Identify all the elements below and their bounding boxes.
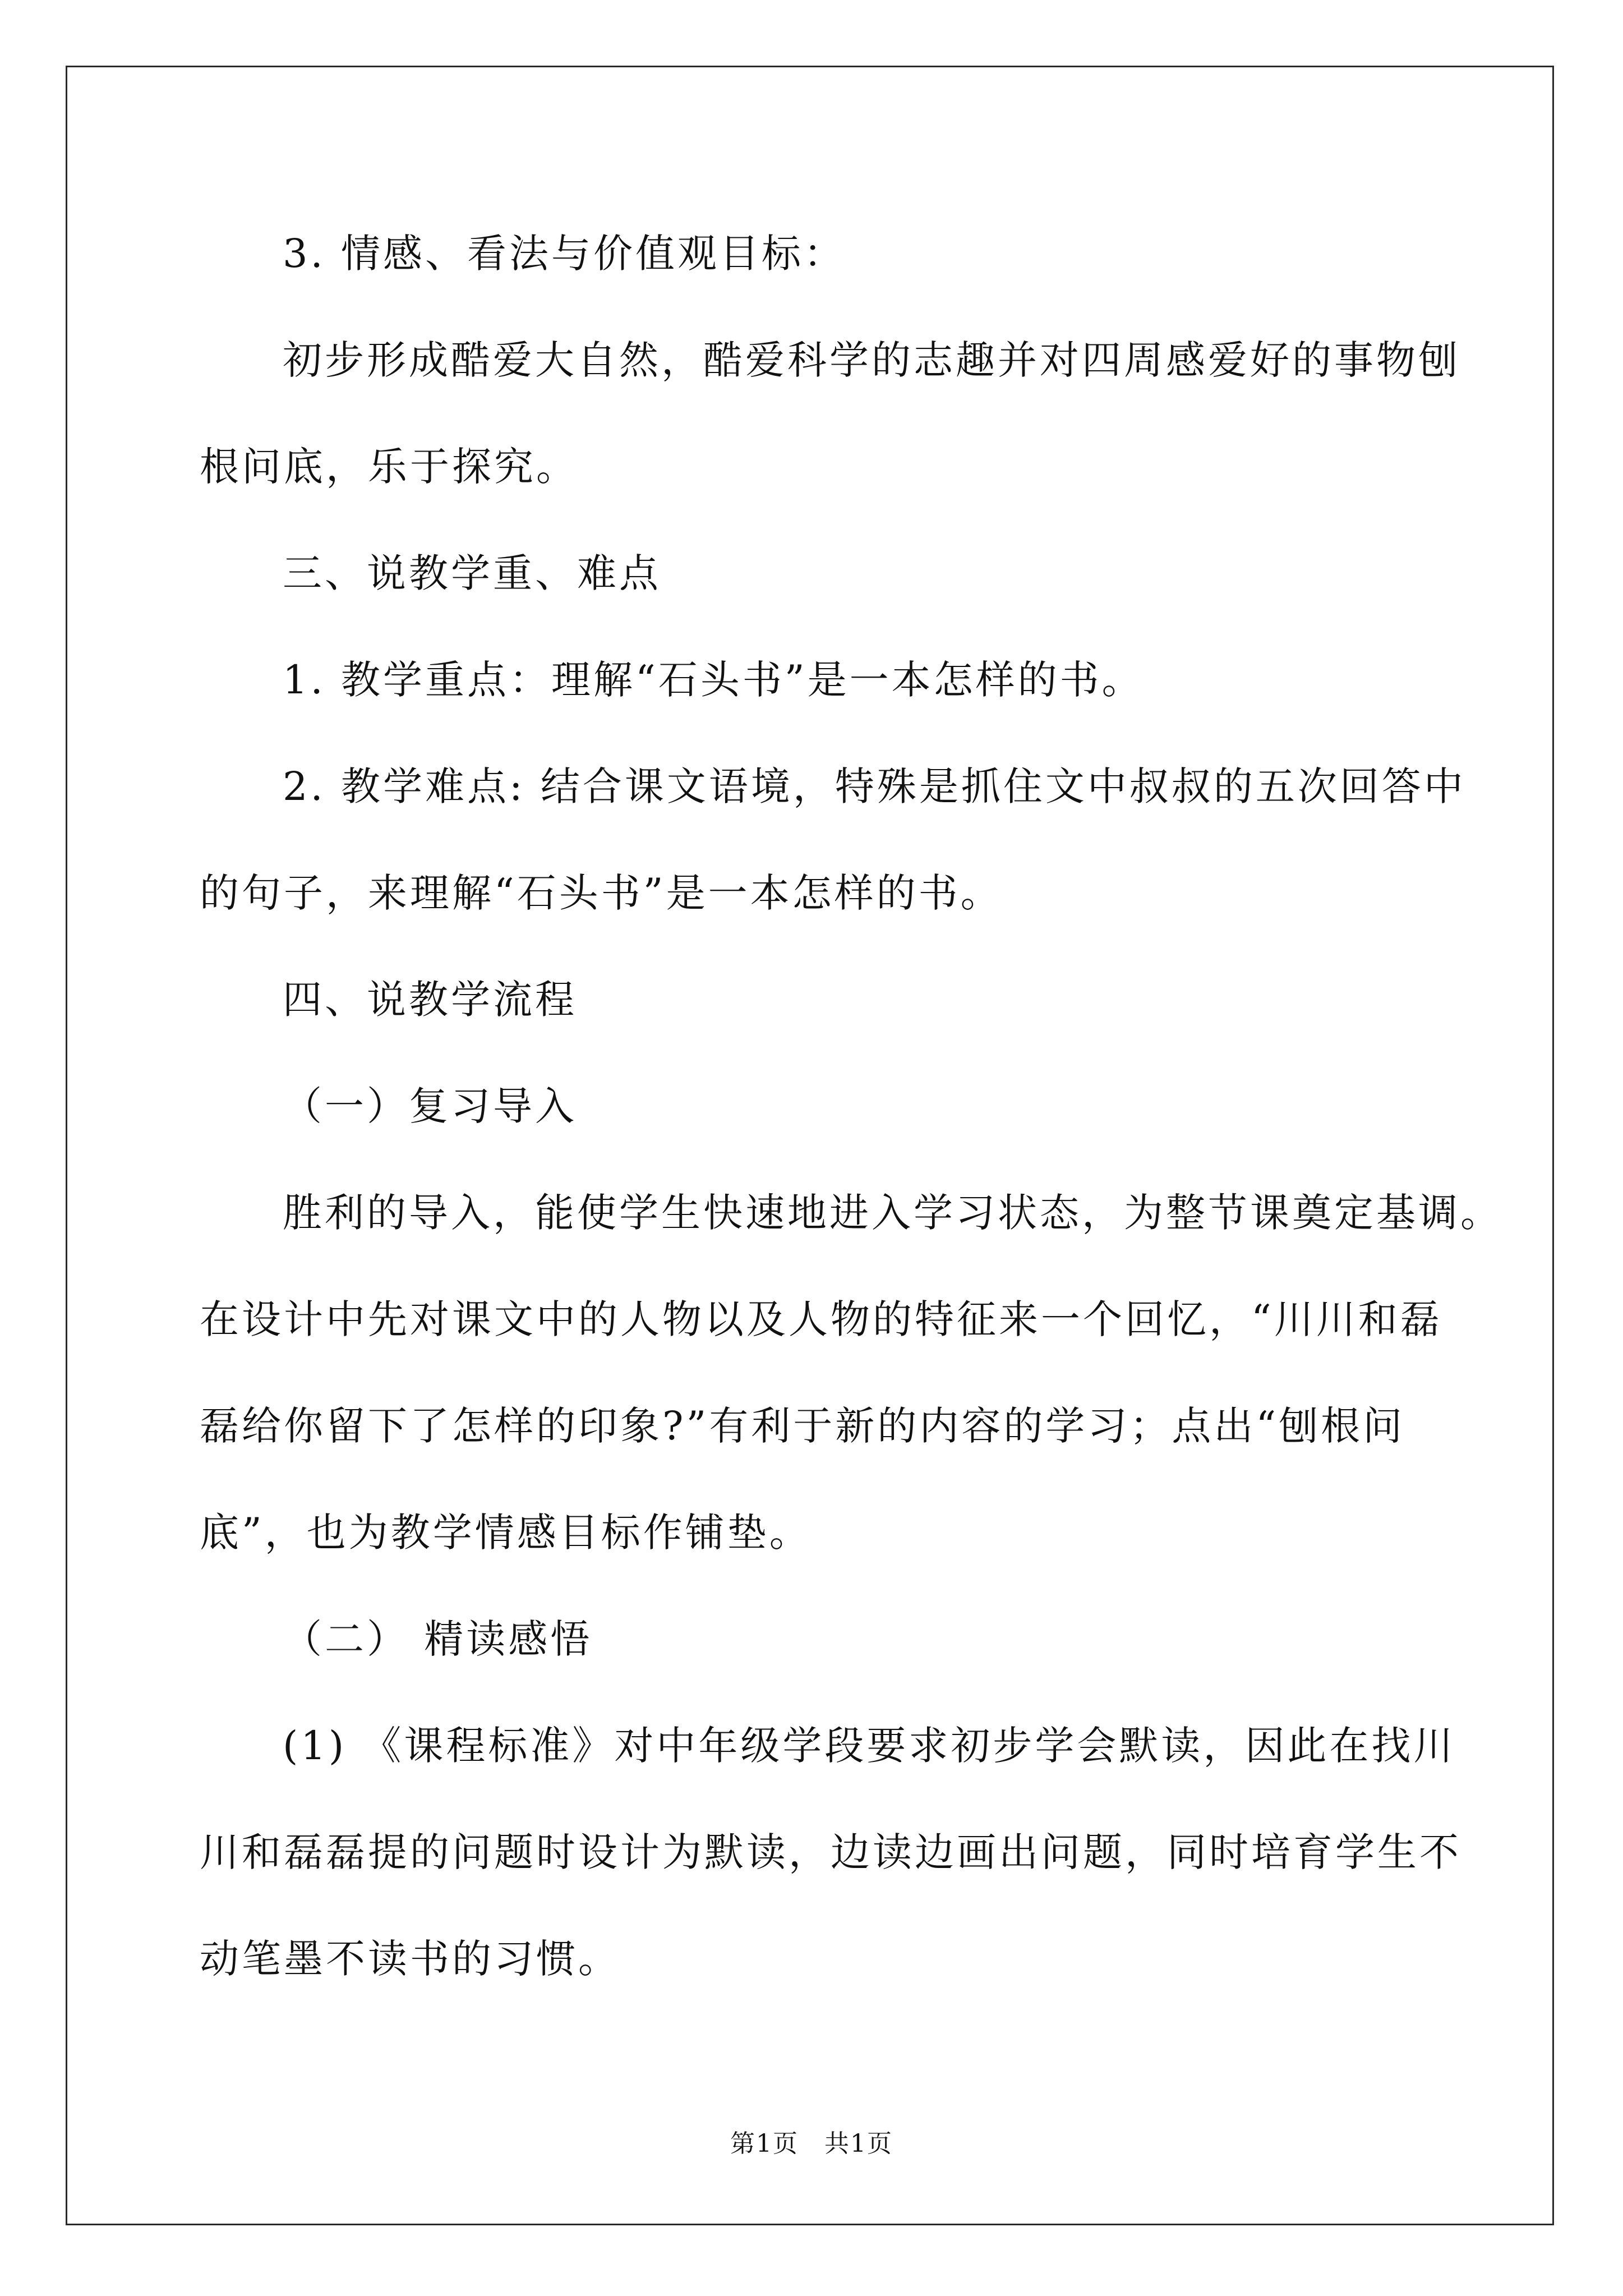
paragraph-line: 初步形成酷爱大自然，酷爱科学的志趣并对四周感爱好的事物刨 bbox=[283, 337, 1460, 383]
paragraph-line: 胜利的导入，能使学生快速地进入学习状态，为整节课奠定基调。 bbox=[283, 1190, 1502, 1236]
paragraph-line: (1) 《课程标准》对中年级学段要求初步学会默读，因此在找川 bbox=[283, 1723, 1456, 1769]
paragraph-line: 动笔墨不读书的习惯。 bbox=[200, 1936, 620, 1982]
subheading-close-reading: （二） 精读感悟 bbox=[283, 1616, 593, 1662]
page-number-footer: 第1页 共1页 bbox=[730, 2129, 893, 2158]
paragraph-line: 的句子，来理解“石头书”是一本怎样的书。 bbox=[200, 870, 1003, 916]
paragraph-line: 川和磊磊提的问题时设计为默读，边读边画出问题，同时培育学生不 bbox=[200, 1829, 1461, 1875]
heading-emotion-goal: 3. 情感、看法与价值观目标： bbox=[283, 231, 846, 277]
paragraph-line: 1. 教学重点：理解“石头书”是一本怎样的书。 bbox=[283, 657, 1144, 703]
paragraph-line: 根问底，乐于探究。 bbox=[200, 444, 578, 490]
paragraph-line: 磊给你留下了怎样的印象?”有利于新的内容的学习；点出“刨根问 bbox=[200, 1403, 1405, 1449]
paragraph-line: 在设计中先对课文中的人物以及人物的特征来一个回忆，“川川和磊 bbox=[200, 1296, 1442, 1342]
page-border bbox=[66, 66, 1554, 2225]
section-heading-key-points: 三、说教学重、难点 bbox=[283, 550, 661, 596]
paragraph-line: 底”，也为教学情感目标作铺垫。 bbox=[200, 1510, 811, 1556]
paragraph-line: 2. 教学难点: 结合课文语境，特殊是抓住文中叔叔的五次回答中 bbox=[283, 763, 1466, 809]
section-heading-process: 四、说教学流程 bbox=[283, 977, 577, 1023]
subheading-review: （一）复习导入 bbox=[283, 1083, 577, 1129]
